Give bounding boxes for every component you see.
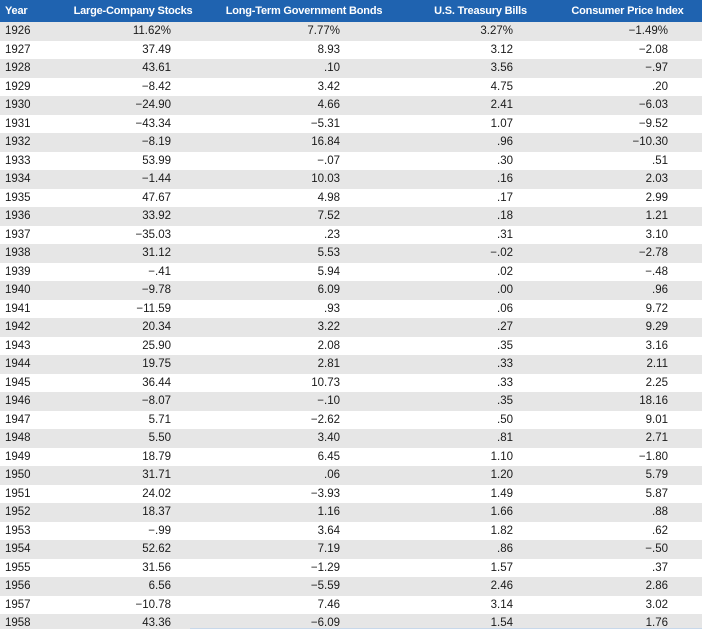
cell-year: 1937 xyxy=(5,228,31,241)
cell-us-treasury-bills: −.02 xyxy=(490,247,513,259)
cell-consumer-price-index: 18.16 xyxy=(639,395,668,407)
cell-consumer-price-index: 3.16 xyxy=(645,339,668,352)
cell-long-term-government-bonds: 4.98 xyxy=(317,191,340,204)
cell-large-company-stocks: 37.49 xyxy=(142,43,171,56)
cell-us-treasury-bills: .06 xyxy=(497,302,513,315)
table-row xyxy=(0,614,702,629)
header-long-term-government-bonds: Long-Term Government Bonds xyxy=(225,5,383,17)
cell-us-treasury-bills: 3.14 xyxy=(490,598,513,611)
cell-consumer-price-index: .62 xyxy=(652,524,668,537)
cell-long-term-government-bonds: 4.66 xyxy=(317,99,340,111)
cell-year: 1934 xyxy=(5,173,31,185)
cell-consumer-price-index: −.97 xyxy=(645,62,668,74)
cell-us-treasury-bills: .00 xyxy=(497,284,513,296)
cell-large-company-stocks: 47.67 xyxy=(142,191,171,204)
cell-us-treasury-bills: .16 xyxy=(497,173,513,185)
cell-consumer-price-index: −.50 xyxy=(645,543,668,555)
cell-consumer-price-index: .20 xyxy=(652,80,668,93)
cell-consumer-price-index: 2.25 xyxy=(645,376,668,389)
cell-large-company-stocks: 25.90 xyxy=(142,339,171,352)
cell-year: 1930 xyxy=(5,99,31,111)
cell-us-treasury-bills: .96 xyxy=(497,136,513,148)
cell-long-term-government-bonds: 6.09 xyxy=(317,284,340,296)
cell-large-company-stocks: 6.56 xyxy=(148,580,171,592)
cell-year: 1956 xyxy=(5,580,31,592)
cell-long-term-government-bonds: 7.52 xyxy=(317,210,340,222)
cell-us-treasury-bills: 1.07 xyxy=(490,117,513,130)
table-row xyxy=(0,522,702,541)
cell-year: 1932 xyxy=(5,136,31,148)
table-row xyxy=(0,22,702,41)
cell-us-treasury-bills: .18 xyxy=(497,210,513,222)
cell-long-term-government-bonds: .93 xyxy=(324,302,340,315)
cell-year: 1958 xyxy=(5,617,31,629)
cell-long-term-government-bonds: 16.84 xyxy=(311,136,340,148)
cell-consumer-price-index: −2.78 xyxy=(638,247,668,259)
cell-year: 1943 xyxy=(5,339,31,352)
cell-long-term-government-bonds: .06 xyxy=(324,469,340,481)
cell-large-company-stocks: 5.50 xyxy=(148,432,171,444)
cell-us-treasury-bills: 1.10 xyxy=(490,450,513,463)
cell-year: 1948 xyxy=(5,432,31,444)
table-row xyxy=(0,281,702,300)
table-row xyxy=(0,96,702,115)
cell-consumer-price-index: 1.21 xyxy=(645,210,668,222)
cell-us-treasury-bills: 1.66 xyxy=(490,506,513,518)
cell-consumer-price-index: −10.30 xyxy=(632,136,668,148)
table-row xyxy=(0,133,702,152)
cell-year: 1940 xyxy=(5,284,31,296)
table-row xyxy=(0,540,702,559)
cell-long-term-government-bonds: 2.08 xyxy=(317,339,340,352)
cell-us-treasury-bills: 4.75 xyxy=(490,80,513,93)
cell-long-term-government-bonds: −5.59 xyxy=(310,580,340,592)
table-row xyxy=(0,244,702,263)
cell-consumer-price-index: 9.29 xyxy=(645,321,668,333)
cell-consumer-price-index: 2.03 xyxy=(645,173,668,185)
cell-consumer-price-index: 9.72 xyxy=(645,302,668,315)
cell-consumer-price-index: 3.02 xyxy=(645,598,668,611)
cell-us-treasury-bills: 1.82 xyxy=(490,524,513,537)
cell-year: 1945 xyxy=(5,376,31,389)
table-row xyxy=(0,226,702,245)
cell-large-company-stocks: 5.71 xyxy=(148,413,171,426)
cell-us-treasury-bills: .02 xyxy=(497,265,513,278)
cell-long-term-government-bonds: 8.93 xyxy=(317,43,340,56)
cell-year: 1939 xyxy=(5,265,31,278)
cell-consumer-price-index: 5.87 xyxy=(645,487,668,500)
cell-year: 1946 xyxy=(5,395,31,407)
table-body xyxy=(0,22,702,629)
table-row xyxy=(0,300,702,319)
cell-consumer-price-index: .51 xyxy=(652,154,668,167)
header-row xyxy=(0,0,702,22)
header-large-company-stocks: Large-Company Stocks xyxy=(73,5,193,17)
cell-consumer-price-index: −6.03 xyxy=(638,99,668,111)
cell-large-company-stocks: −8.42 xyxy=(141,80,171,93)
cell-us-treasury-bills: 1.54 xyxy=(490,617,513,629)
cell-long-term-government-bonds: −2.62 xyxy=(310,413,340,426)
table-row xyxy=(0,466,702,485)
cell-large-company-stocks: −11.59 xyxy=(136,302,171,315)
cell-year: 1957 xyxy=(5,598,31,611)
cell-year: 1928 xyxy=(5,62,31,74)
header-us-treasury-bills: U.S. Treasury Bills xyxy=(434,5,527,17)
cell-us-treasury-bills: .81 xyxy=(497,432,513,444)
cell-us-treasury-bills: 1.57 xyxy=(490,561,513,574)
cell-large-company-stocks: 18.79 xyxy=(142,450,171,463)
cell-long-term-government-bonds: 6.45 xyxy=(317,450,340,463)
cell-year: 1933 xyxy=(5,154,31,167)
cell-long-term-government-bonds: 7.19 xyxy=(317,543,340,555)
table-row xyxy=(0,59,702,78)
cell-large-company-stocks: −8.07 xyxy=(141,395,171,407)
table-row xyxy=(0,355,702,374)
cell-year: 1944 xyxy=(5,358,31,370)
header-consumer-price-index: Consumer Price Index xyxy=(571,5,684,17)
cell-large-company-stocks: 20.34 xyxy=(142,321,171,333)
cell-large-company-stocks: 33.92 xyxy=(142,210,171,222)
cell-consumer-price-index: 9.01 xyxy=(645,413,668,426)
table-row xyxy=(0,448,702,467)
cell-year: 1951 xyxy=(5,487,31,500)
cell-large-company-stocks: −43.34 xyxy=(135,117,171,130)
cell-consumer-price-index: −.48 xyxy=(645,265,668,278)
cell-us-treasury-bills: .50 xyxy=(497,413,513,426)
table-row xyxy=(0,411,702,430)
cell-large-company-stocks: 18.37 xyxy=(142,506,171,518)
cell-large-company-stocks: 43.61 xyxy=(142,62,171,74)
cell-us-treasury-bills: 3.12 xyxy=(490,43,513,56)
cell-us-treasury-bills: 1.49 xyxy=(490,487,513,500)
cell-us-treasury-bills: .30 xyxy=(497,154,513,167)
cell-us-treasury-bills: .33 xyxy=(497,358,513,370)
cell-large-company-stocks: 52.62 xyxy=(142,543,171,555)
cell-year: 1952 xyxy=(5,506,31,518)
cell-consumer-price-index: −1.49% xyxy=(628,25,668,37)
table-row xyxy=(0,485,702,504)
table-row xyxy=(0,78,702,97)
cell-long-term-government-bonds: 7.77% xyxy=(307,25,340,37)
cell-long-term-government-bonds: 1.16 xyxy=(317,506,340,518)
cell-large-company-stocks: −8.19 xyxy=(141,136,171,148)
cell-long-term-government-bonds: 2.81 xyxy=(317,358,340,370)
cell-year: 1941 xyxy=(5,302,31,315)
cell-large-company-stocks: 43.36 xyxy=(142,617,171,629)
cell-year: 1935 xyxy=(5,191,31,204)
cell-large-company-stocks: 36.44 xyxy=(142,376,171,389)
cell-large-company-stocks: −.41 xyxy=(148,265,171,278)
cell-year: 1938 xyxy=(5,247,31,259)
table-row xyxy=(0,429,702,448)
cell-year: 1950 xyxy=(5,469,31,481)
table-row xyxy=(0,392,702,411)
cell-us-treasury-bills: .27 xyxy=(497,321,513,333)
cell-year: 1953 xyxy=(5,524,31,537)
cell-large-company-stocks: 31.12 xyxy=(142,247,171,259)
cell-year: 1936 xyxy=(5,210,31,222)
header-year: Year xyxy=(5,5,28,17)
cell-long-term-government-bonds: 3.22 xyxy=(317,321,340,333)
cell-long-term-government-bonds: 10.03 xyxy=(311,173,340,185)
cell-large-company-stocks: −24.90 xyxy=(135,99,171,111)
cell-consumer-price-index: .88 xyxy=(652,506,668,518)
cell-us-treasury-bills: .35 xyxy=(497,395,513,407)
cell-year: 1942 xyxy=(5,321,31,333)
cell-long-term-government-bonds: 5.53 xyxy=(317,247,340,259)
cell-large-company-stocks: −9.78 xyxy=(141,284,171,296)
table-row xyxy=(0,152,702,171)
cell-us-treasury-bills: .86 xyxy=(497,543,513,555)
cell-large-company-stocks: 31.71 xyxy=(142,469,171,481)
cell-consumer-price-index: 2.11 xyxy=(646,358,668,370)
cell-long-term-government-bonds: −1.29 xyxy=(310,561,340,574)
cell-consumer-price-index: −9.52 xyxy=(638,117,668,130)
cell-us-treasury-bills: 2.46 xyxy=(490,580,513,592)
cell-year: 1929 xyxy=(5,80,31,93)
cell-long-term-government-bonds: 10.73 xyxy=(311,376,340,389)
cell-year: 1954 xyxy=(5,543,31,555)
cell-large-company-stocks: 19.75 xyxy=(142,358,171,370)
table-row xyxy=(0,503,702,522)
table-row xyxy=(0,318,702,337)
cell-large-company-stocks: −35.03 xyxy=(135,228,171,241)
table-row xyxy=(0,596,702,615)
cell-consumer-price-index: 1.76 xyxy=(645,617,668,629)
cell-large-company-stocks: −10.78 xyxy=(135,598,171,611)
cell-consumer-price-index: 2.86 xyxy=(645,580,668,592)
cell-us-treasury-bills: 1.20 xyxy=(490,469,513,481)
cell-long-term-government-bonds: −.07 xyxy=(317,154,340,167)
cell-consumer-price-index: −2.08 xyxy=(638,43,668,56)
cell-year: 1955 xyxy=(5,561,31,574)
table-row xyxy=(0,115,702,134)
cell-us-treasury-bills: .33 xyxy=(497,376,513,389)
cell-us-treasury-bills: 3.27% xyxy=(480,25,513,37)
cell-long-term-government-bonds: −3.93 xyxy=(310,487,340,500)
cell-large-company-stocks: 31.56 xyxy=(142,561,171,574)
cell-consumer-price-index: −1.80 xyxy=(638,450,668,463)
cell-year: 1931 xyxy=(5,117,31,130)
cell-us-treasury-bills: .35 xyxy=(497,339,513,352)
cell-year: 1949 xyxy=(5,450,31,463)
table-row xyxy=(0,170,702,189)
cell-consumer-price-index: .37 xyxy=(652,561,668,574)
cell-consumer-price-index: 2.71 xyxy=(645,432,668,444)
cell-large-company-stocks: 24.02 xyxy=(142,487,171,500)
cell-long-term-government-bonds: 3.64 xyxy=(317,524,340,537)
cell-consumer-price-index: 2.99 xyxy=(645,191,668,204)
cell-us-treasury-bills: .17 xyxy=(497,191,513,204)
cell-long-term-government-bonds: .10 xyxy=(324,62,340,74)
cell-long-term-government-bonds: 3.42 xyxy=(317,80,340,93)
table-row xyxy=(0,559,702,578)
cell-large-company-stocks: 11.62% xyxy=(132,25,171,37)
cell-year: 1927 xyxy=(5,43,31,56)
cell-consumer-price-index: 3.10 xyxy=(645,228,668,241)
cell-long-term-government-bonds: −5.31 xyxy=(310,117,340,130)
table-row xyxy=(0,577,702,596)
cell-consumer-price-index: 5.79 xyxy=(645,469,668,481)
cell-consumer-price-index: .96 xyxy=(652,284,668,296)
table-header xyxy=(0,0,702,22)
table-row xyxy=(0,337,702,356)
cell-large-company-stocks: 53.99 xyxy=(142,154,171,167)
table-row xyxy=(0,207,702,226)
cell-long-term-government-bonds: 7.46 xyxy=(317,598,340,611)
cell-year: 1926 xyxy=(5,25,31,37)
table-row xyxy=(0,41,702,60)
cell-us-treasury-bills: 3.56 xyxy=(490,62,513,74)
cell-us-treasury-bills: .31 xyxy=(497,228,513,241)
cell-long-term-government-bonds: −6.09 xyxy=(310,617,340,629)
table-row xyxy=(0,263,702,282)
cell-us-treasury-bills: 2.41 xyxy=(490,99,513,111)
table-row xyxy=(0,374,702,393)
cell-year: 1947 xyxy=(5,413,31,426)
cell-long-term-government-bonds: .23 xyxy=(324,228,340,241)
cell-long-term-government-bonds: −.10 xyxy=(317,395,340,407)
cell-long-term-government-bonds: 3.40 xyxy=(317,432,340,444)
cell-large-company-stocks: −.99 xyxy=(148,524,171,537)
table-row xyxy=(0,189,702,208)
cell-long-term-government-bonds: 5.94 xyxy=(317,265,340,278)
cell-large-company-stocks: −1.44 xyxy=(141,173,171,185)
